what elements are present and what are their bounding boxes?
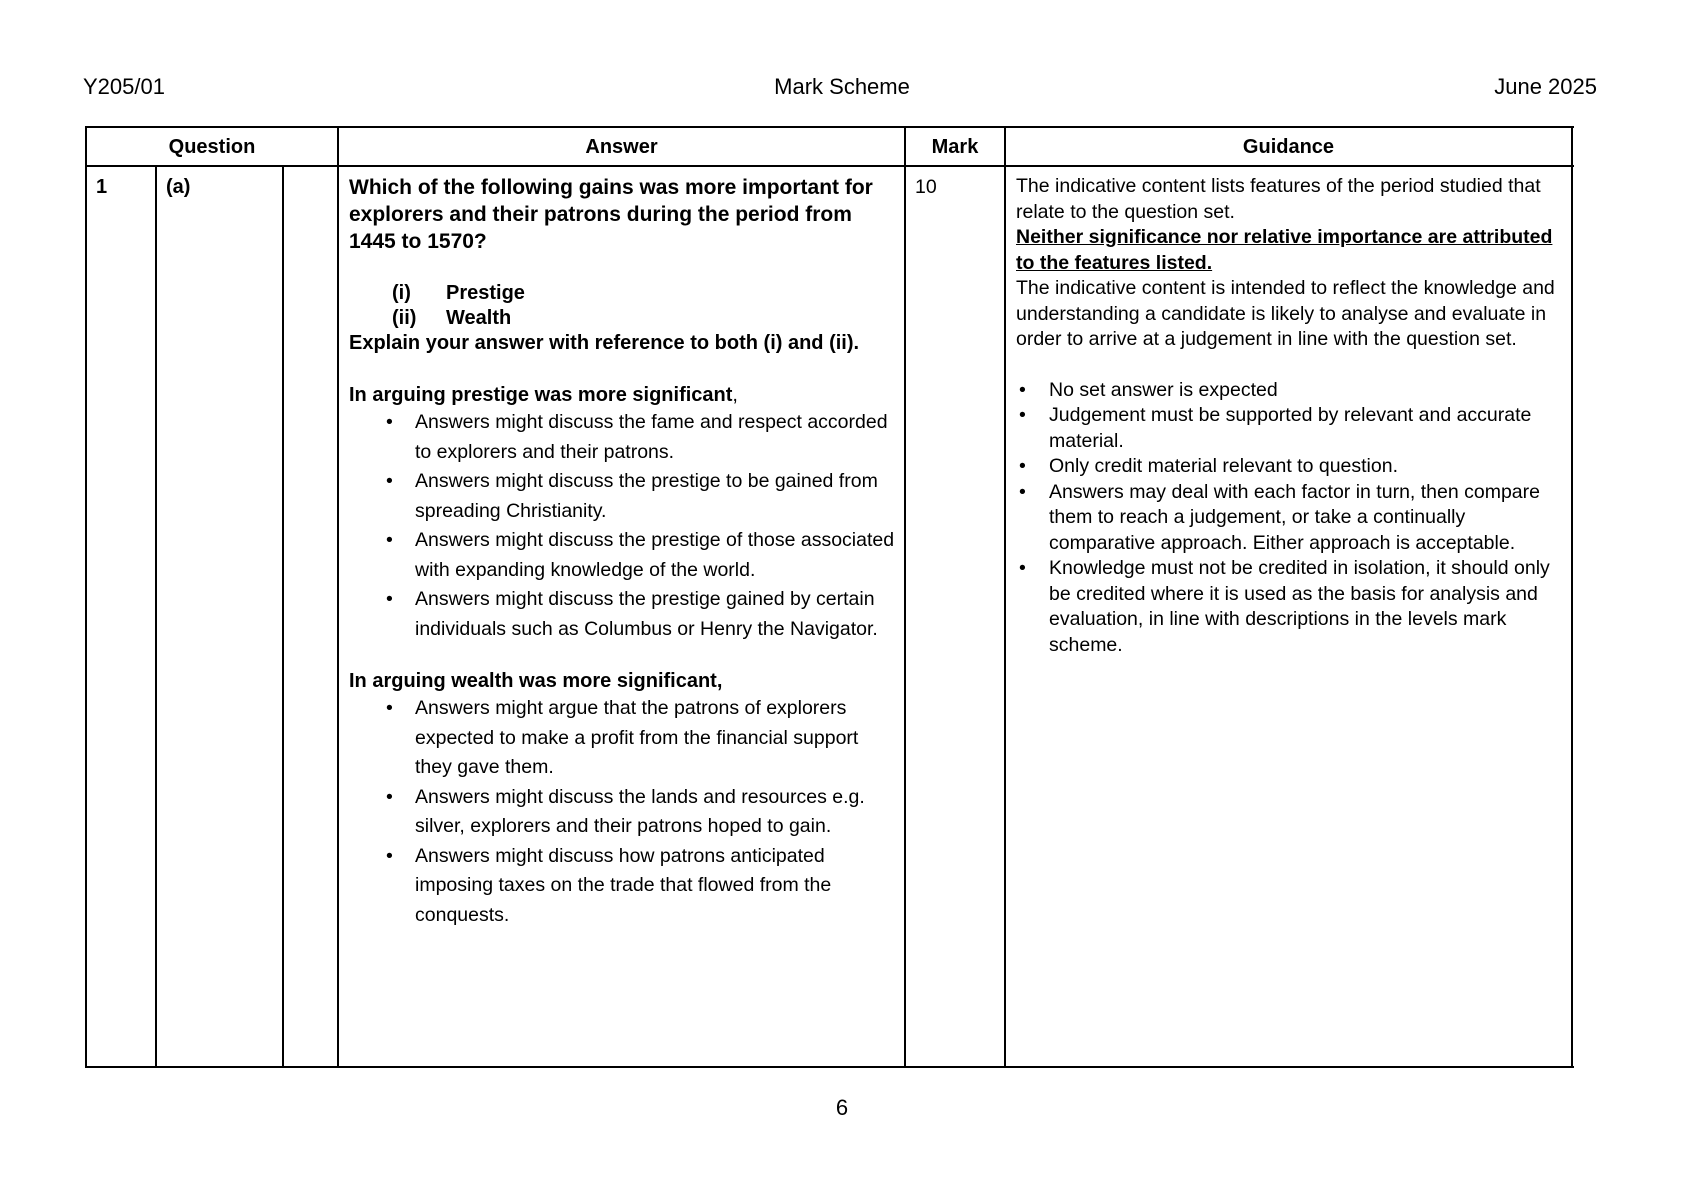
question-text: Which of the following gains was more important for explorers and their patrons during the period from 1445 to 1570? <box>349 176 873 253</box>
list-item <box>349 408 899 467</box>
option-label: Prestige <box>446 282 525 304</box>
question-instruction: Explain your answer with reference to both (i) and (ii). <box>349 332 860 354</box>
guidance-emphasis: Neither significance nor relative importance are attributed to the features listed. <box>1016 226 1553 274</box>
list-item <box>1016 480 1566 557</box>
bullet-icon: • <box>1019 557 1026 579</box>
prestige-section-heading <box>349 382 899 408</box>
answer-cell <box>349 174 899 930</box>
list-item <box>349 842 899 931</box>
list-item-text: No set answer is expected <box>1049 378 1278 401</box>
guidance-col-divider <box>1004 126 1006 1068</box>
option-label: Wealth <box>446 306 512 329</box>
question-part: (a) <box>166 176 191 198</box>
bullet-icon: • <box>1019 404 1026 426</box>
list-item <box>1016 556 1566 658</box>
list-item <box>1016 454 1566 480</box>
list-item-text: Answers might argue that the patrons of explorers expected to make a profit from the financial support they gave them. <box>415 697 859 778</box>
list-item <box>349 694 899 783</box>
mark-col-divider <box>904 126 906 1068</box>
option-number: (ii) <box>392 306 417 329</box>
question-option <box>349 306 899 331</box>
bullet-icon: • <box>386 470 393 492</box>
table-bottom-border <box>85 1066 1574 1068</box>
wealth-section-heading <box>349 668 899 694</box>
column-header-question: Question <box>168 136 256 158</box>
document-date: June 2025 <box>1494 74 1597 99</box>
document-title: Mark Scheme <box>774 74 910 99</box>
list-item-text: Answers might discuss the prestige of those associated with expanding knowledge of the world. <box>415 529 895 581</box>
bullet-icon: • <box>386 588 393 610</box>
section-heading-suffix: , <box>732 384 738 406</box>
table-right-border <box>1571 126 1573 1068</box>
list-item <box>349 585 899 644</box>
table-left-border <box>85 126 87 1068</box>
bullet-icon: • <box>1019 378 1026 401</box>
bullet-icon: • <box>1019 480 1026 503</box>
mark-value: 10 <box>915 176 937 198</box>
section-heading-text: In arguing wealth was more significant, <box>349 670 723 692</box>
bullet-icon: • <box>386 844 393 867</box>
list-item-text: Judgement must be supported by relevant and accurate material. <box>1049 404 1532 452</box>
prestige-bullet-list <box>349 408 899 644</box>
bullet-icon: • <box>386 411 393 433</box>
list-item <box>1016 378 1566 404</box>
bullet-icon: • <box>386 529 393 551</box>
section-heading-text: In arguing prestige was more significant <box>349 384 733 406</box>
wealth-bullet-list <box>349 694 899 930</box>
column-header-guidance: Guidance <box>1242 136 1335 158</box>
bullet-icon: • <box>1019 455 1026 477</box>
list-item-text: Answers might discuss the fame and respect accorded to explorers and their patrons. <box>415 411 888 463</box>
list-item-text: Answers might discuss the prestige to be gained from spreading Christianity. <box>415 470 878 522</box>
list-item-text: Answers might discuss how patrons anticipated imposing taxes on the trade that flowed from the conquests. <box>415 844 832 926</box>
page-number: 6 <box>835 1095 849 1120</box>
guidance-explanation: The indicative content is intended to reflect the knowledge and understanding a candidate is likely to analyse and evaluate in order to arrive at a judgement in line with the question set. <box>1016 277 1555 350</box>
answer-col-divider <box>337 126 339 1068</box>
column-header-mark: Mark <box>931 136 979 158</box>
list-item-text: Answers might discuss the lands and resources e.g. silver, explorers and their patrons hoped to gain. <box>415 785 865 837</box>
list-item <box>1016 403 1566 454</box>
question-options <box>349 281 899 330</box>
option-number: (i) <box>392 282 411 304</box>
question-number: 1 <box>96 176 108 198</box>
list-item <box>349 783 899 842</box>
list-item-text: Only credit material relevant to question. <box>1049 455 1399 477</box>
list-item <box>349 526 899 585</box>
guidance-bullet-list <box>1016 378 1566 659</box>
column-header-answer: Answer <box>585 136 658 158</box>
question-subcol-divider-1 <box>155 165 157 1068</box>
list-item <box>349 467 899 526</box>
list-item-text: Knowledge must not be credited in isolation, it should only be credited where it is used as the basis for analysis and evaluation, in line with descriptions in the levels mark scheme. <box>1049 557 1550 656</box>
list-item-text: Answers might discuss the prestige gained by certain individuals such as Columbus or Henry the Navigator. <box>415 588 878 640</box>
list-item-text: Answers may deal with each factor in turn, then compare them to reach a judgement, or take a continually comparative approach. Either approach is acceptable. <box>1049 480 1540 554</box>
document-code: Y205/01 <box>83 74 165 99</box>
guidance-intro: The indicative content lists features of the period studied that relate to the question set. <box>1016 175 1541 223</box>
bullet-icon: • <box>386 697 393 719</box>
question-option <box>349 281 899 306</box>
question-subcol-divider-2 <box>282 165 284 1068</box>
guidance-cell <box>1016 174 1566 658</box>
bullet-icon: • <box>386 785 393 808</box>
